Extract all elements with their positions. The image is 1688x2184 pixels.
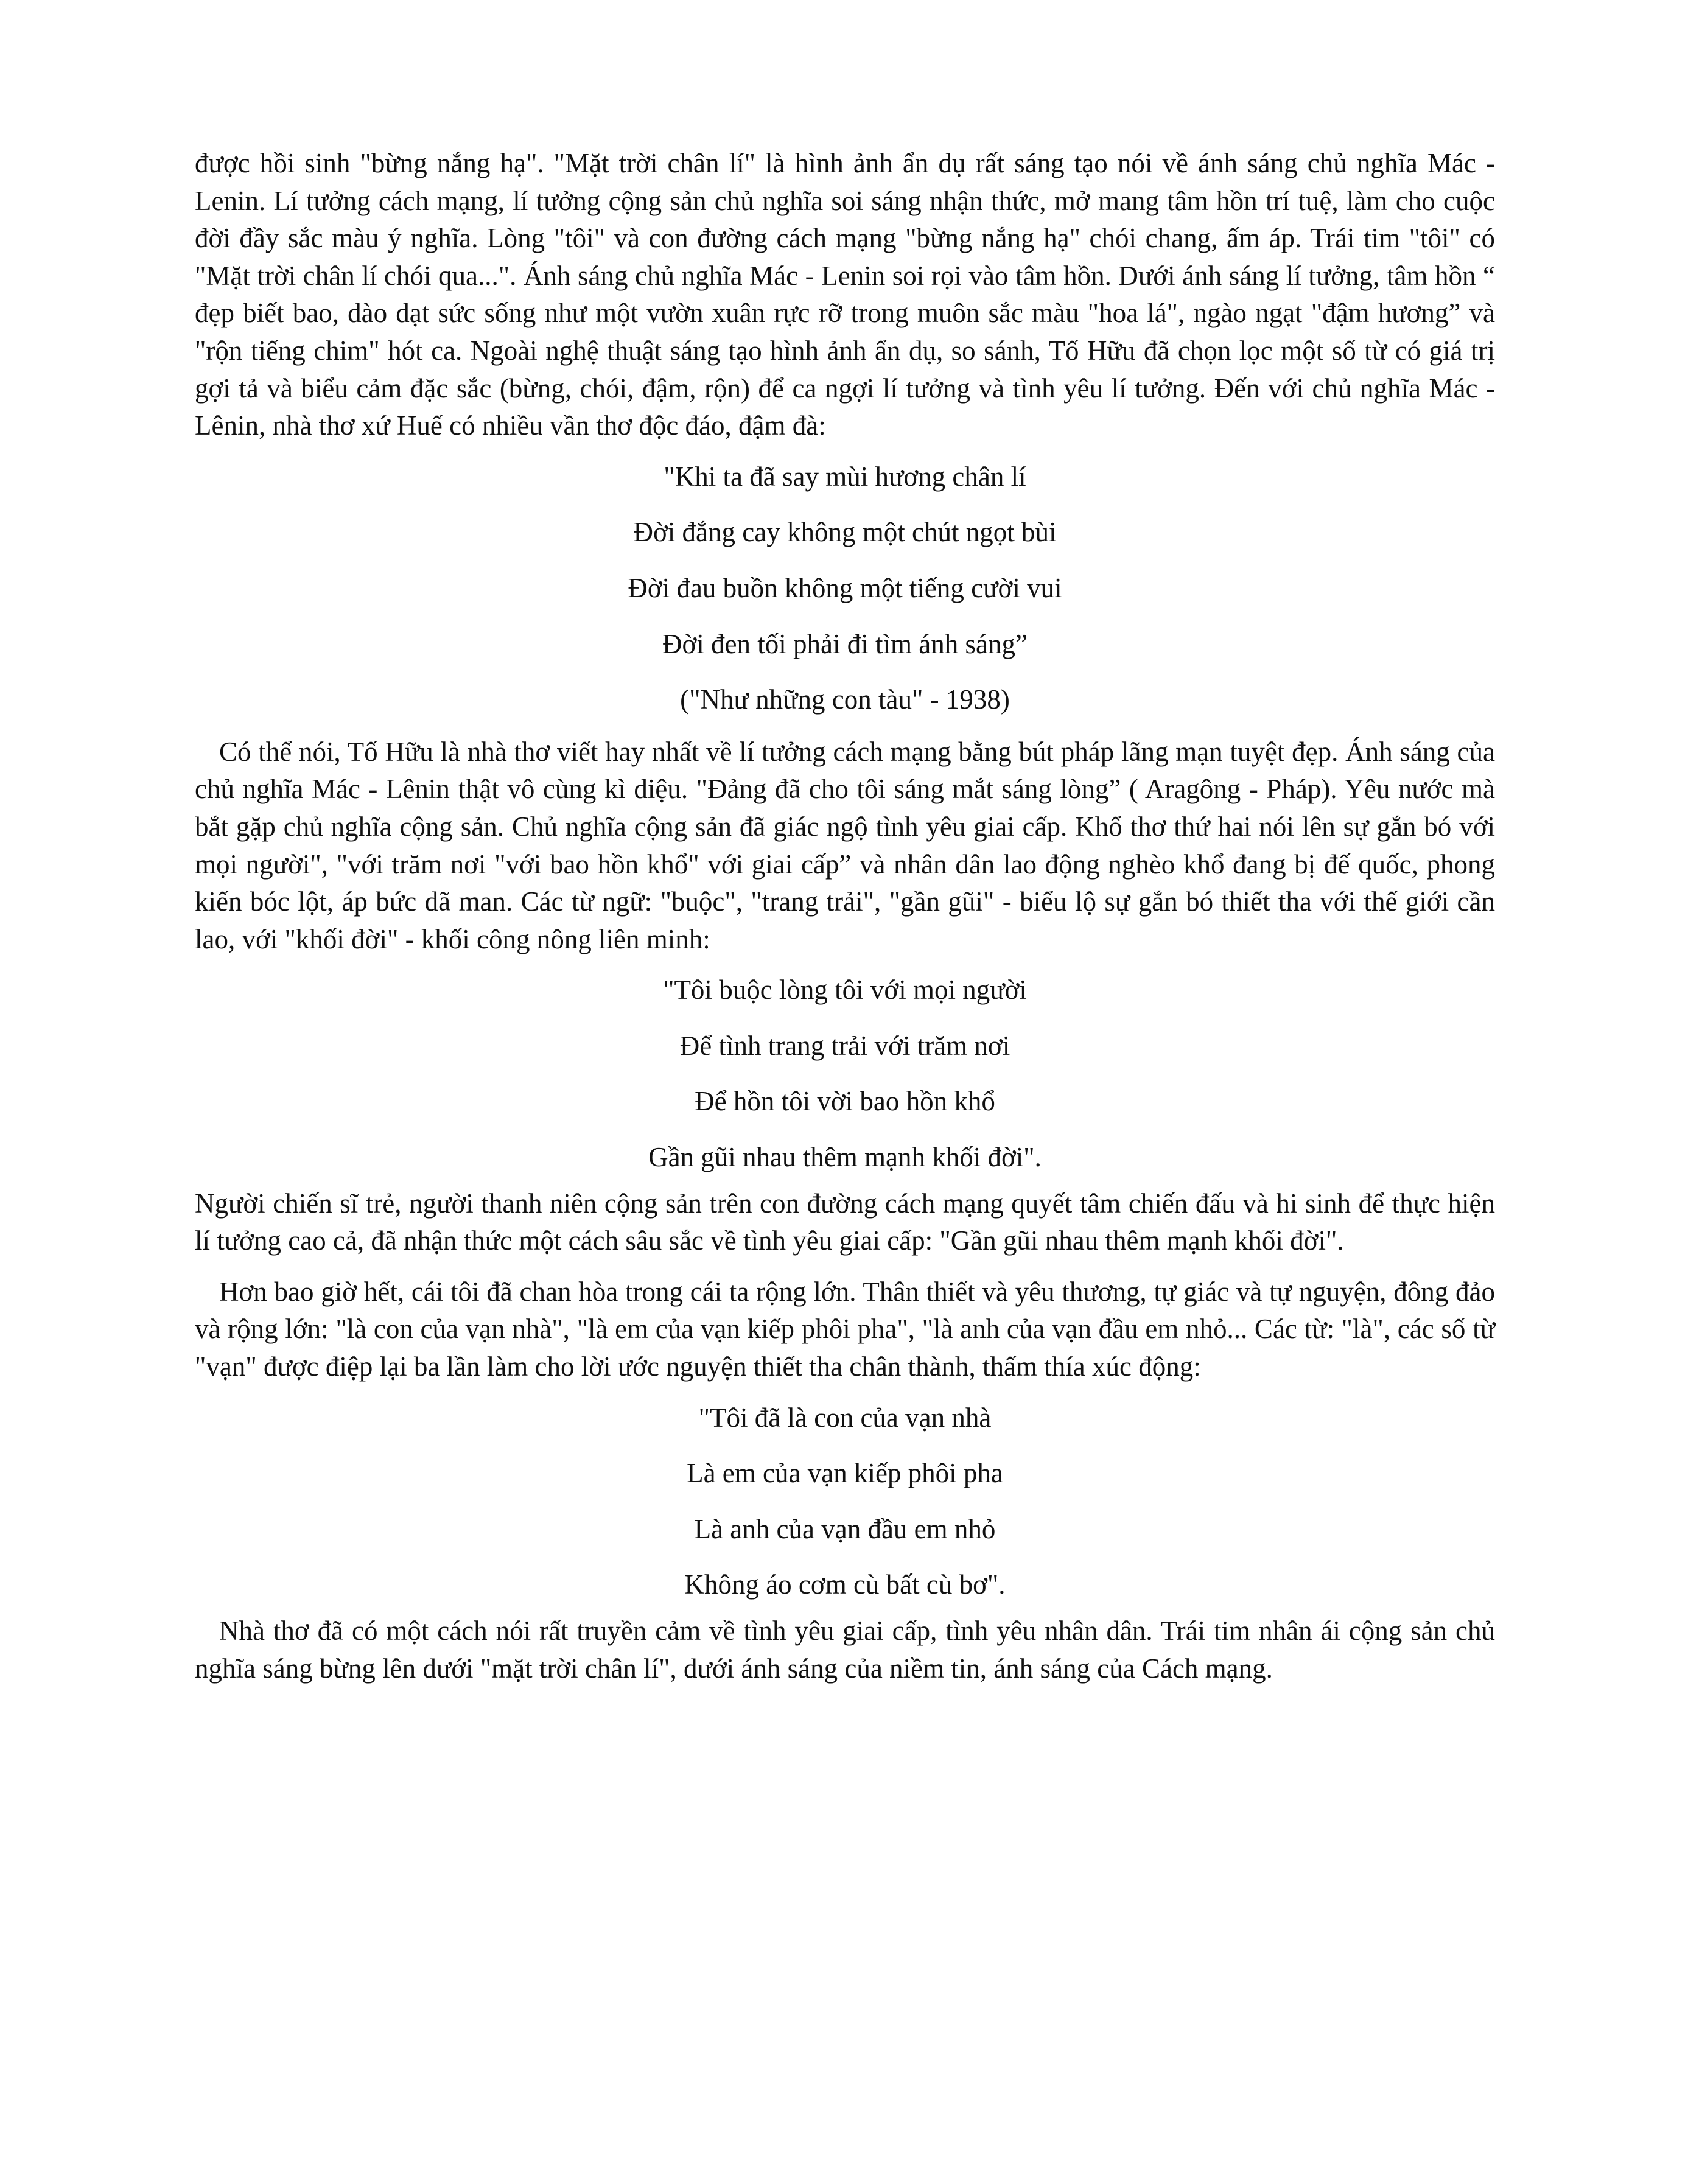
paragraph-5: Nhà thơ đã có một cách nói rất truyền cảm về tình yêu giai cấp, tình yêu nhân dân. Trái tim nhân ái cộng sản chủ nghĩa sáng bừng lên dưới "mặt trời chân lí", dưới ánh sáng của niềm tin, ánh sáng của Cách mạng.: [195, 1615, 1495, 1684]
verse-1-line-4: Đời đen tối phải đi tìm ánh sáng”: [662, 628, 1028, 659]
verse-3-line-1: "Tôi đã là con của vạn nhà: [698, 1402, 992, 1433]
verse-1-source: ("Như những con tàu" - 1938): [680, 684, 1010, 715]
verse-3-line-4: Không áo cơm cù bất cù bơ".: [684, 1569, 1006, 1600]
verse-2-line-4: Gần gũi nhau thêm mạnh khối đời".: [648, 1142, 1042, 1173]
verse-3-line-2: Là em của vạn kiếp phôi pha: [687, 1458, 1003, 1489]
verse-1-line-3: Đời đau buồn không một tiếng cười vui: [628, 572, 1062, 603]
verse-2-line-1: "Tôi buộc lòng tôi với mọi người: [663, 975, 1027, 1006]
paragraph-3: Người chiến sĩ trẻ, người thanh niên cộng sản trên con đường cách mạng quyết tâm chiến đấu và hi sinh để thực hiện lí tưởng cao cả, đã nhận thức một cách sâu sắc về tình yêu giai cấp: "Gần gũi nhau thêm mạnh khối đời".: [195, 1188, 1495, 1256]
verse-3-line-3: Là anh của vạn đầu em nhỏ: [694, 1513, 996, 1544]
verse-2-line-3: Để hồn tôi vời bao hồn khổ: [695, 1086, 995, 1117]
verse-1-line-1: "Khi ta đã say mùi hương chân lí: [664, 461, 1026, 492]
paragraph-2: Có thể nói, Tố Hữu là nhà thơ viết hay nhất về lí tưởng cách mạng bằng bút pháp lãng mạn tuyệt đẹp. Ánh sáng của chủ nghĩa Mác - Lênin thật vô cùng kì diệu. "Đảng đã cho tôi sáng mắt sáng lòng” ( Aragông - Pháp). Yêu nước mà bắt gặp chủ nghĩa cộng sản. Chủ nghĩa cộng sản đã giác ngộ tình yêu giai cấp. Khổ thơ thứ hai nói lên sự gắn bó với mọi người", "với trăm nơi "với bao hồn khổ" với giai cấp” và nhân dân lao động nghèo khổ đang bị đế quốc, phong kiến bóc lột, áp bức dã man. Các từ ngữ: "buộc", "trang trải", "gần gũi" - biểu lộ sự gắn bó thiết tha với thế giới cần lao, với "khối đời" - khối công nông liên minh:: [195, 736, 1495, 954]
verse-1-line-2: Đời đắng cay không một chút ngọt bùi: [633, 517, 1057, 548]
verse-block-2: [195, 971, 1495, 1185]
paragraph-4: Hơn bao giờ hết, cái tôi đã chan hòa trong cái ta rộng lớn. Thân thiết và yêu thương, tự giác và tự nguyện, đông đảo và rộng lớn: "là con của vạn nhà", "là em của vạn kiếp phôi pha", "là anh của vạn đầu em nhỏ... Các từ: "là", các số từ "vạn" được điệp lại ba lần làm cho lời ước nguyện thiết tha chân thành, thấm thía xúc động:: [195, 1276, 1495, 1382]
verse-block-3: [195, 1399, 1495, 1612]
document-page: [195, 145, 1495, 1687]
verse-block-1: [195, 458, 1495, 733]
verse-2-line-2: Để tình trang trải với trăm nơi: [679, 1030, 1010, 1061]
paragraph-1: được hồi sinh "bừng nắng hạ". "Mặt trời chân lí" là hình ảnh ẩn dụ rất sáng tạo nói về ánh sáng chủ nghĩa Mác - Lenin. Lí tưởng cách mạng, lí tưởng cộng sản chủ nghĩa soi sáng nhận thức, mở mang tâm hồn trí tuệ, làm cho cuộc đời đầy sắc màu ý nghĩa. Lòng "tôi" và con đường cách mạng "bừng nắng hạ" chói chang, ấm áp. Trái tim "tôi" có "Mặt trời chân lí chói qua...". Ánh sáng chủ nghĩa Mác - Lenin soi rọi vào tâm hồn. Dưới ánh sáng lí tưởng, tâm hồn “ đẹp biết bao, dào dạt sức sống như một vườn xuân rực rỡ trong muôn sắc màu "hoa lá", ngào ngạt "đậm hương” và "rộn tiếng chim" hót ca. Ngoài nghệ thuật sáng tạo hình ảnh ẩn dụ, so sánh, Tố Hữu đã chọn lọc một số từ có giá trị gợi tả và biểu cảm đặc sắc (bừng, chói, đậm, rộn) để ca ngợi lí tưởng và tình yêu lí tưởng. Đến với chủ nghĩa Mác - Lênin, nhà thơ xứ Huế có nhiều vần thơ độc đáo, đậm đà:: [195, 148, 1495, 441]
